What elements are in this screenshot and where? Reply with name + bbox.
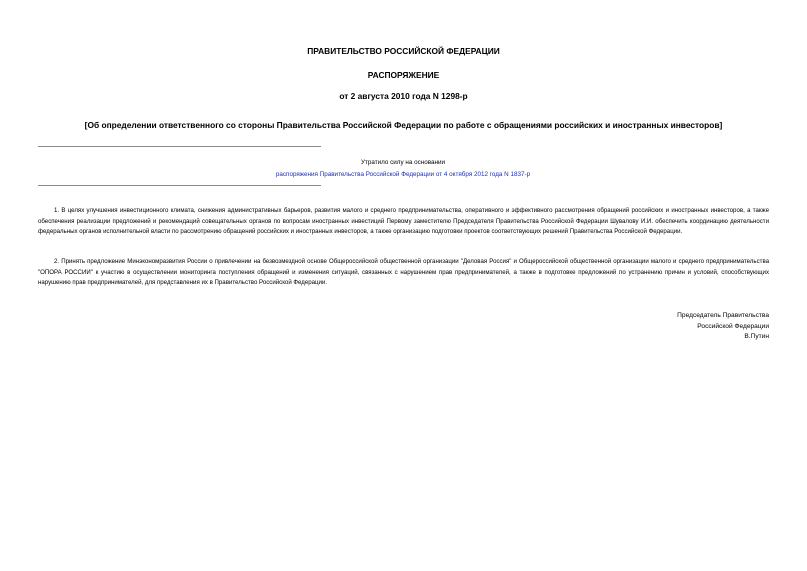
divider-top bbox=[38, 146, 321, 147]
paragraph-1: 1. В целях улучшения инвестиционного климата, снижения административных барьеров, развития малого и среднего предпринимательства, оперативного и эффективного рассмотрения обращений российских и иностранных инвесторов, а также обеспечения реализации предложений и рекомендаций совещательных органов по вопросам иностранных инвестиций Первому заместителю Председателя Правительства Российской Федерации Шувалову И.И. обеспечить координацию деятельности федеральных органов исполнительной власти по рассмотрению обращений российских и иностранных инвесторов, а также организацию подготовки проектов соответствующих решений Правительства Российской Федерации. bbox=[38, 207, 769, 235]
signature-body: Российской Федерации bbox=[697, 323, 769, 330]
organization-heading: ПРАВИТЕЛЬСТВО РОССИЙСКОЙ ФЕДЕРАЦИИ bbox=[307, 46, 500, 56]
signature-position: Председатель Правительства bbox=[677, 312, 769, 319]
document-date-number: от 2 августа 2010 года N 1298-р bbox=[339, 91, 468, 101]
status-note-text: Утратило силу на основании bbox=[360, 159, 446, 166]
document-title: [Об определении ответственного со стороны Правительства Российской Федерации по работе с обращениями российских и иностранных инвесторов] bbox=[84, 120, 723, 130]
repeal-document-link[interactable]: распоряжения Правительства Российской Федерации от 4 октября 2012 года N 1837-р bbox=[275, 171, 531, 178]
signature-name: В.Путин bbox=[744, 333, 769, 340]
paragraph-2: 2. Принять предложение Минэкономразвития России о привлечении на безвозмездной основе Общероссийской общественной организации "Деловая Россия" и Общероссийской общественной организации малого и среднего предпринимательства "ОПОРА РОССИИ" к участию в осуществлении мониторинга поступления обращений и изменения ситуаций, связанных с нарушением прав предпринимателей, а также в подготовке предложений по устранению причин и условий, способствующих нарушению прав предпринимателей, для представления их в Правительство Российской Федерации. bbox=[38, 258, 769, 286]
document-type-heading: РАСПОРЯЖЕНИЕ bbox=[367, 70, 440, 80]
divider-bottom bbox=[38, 185, 321, 186]
